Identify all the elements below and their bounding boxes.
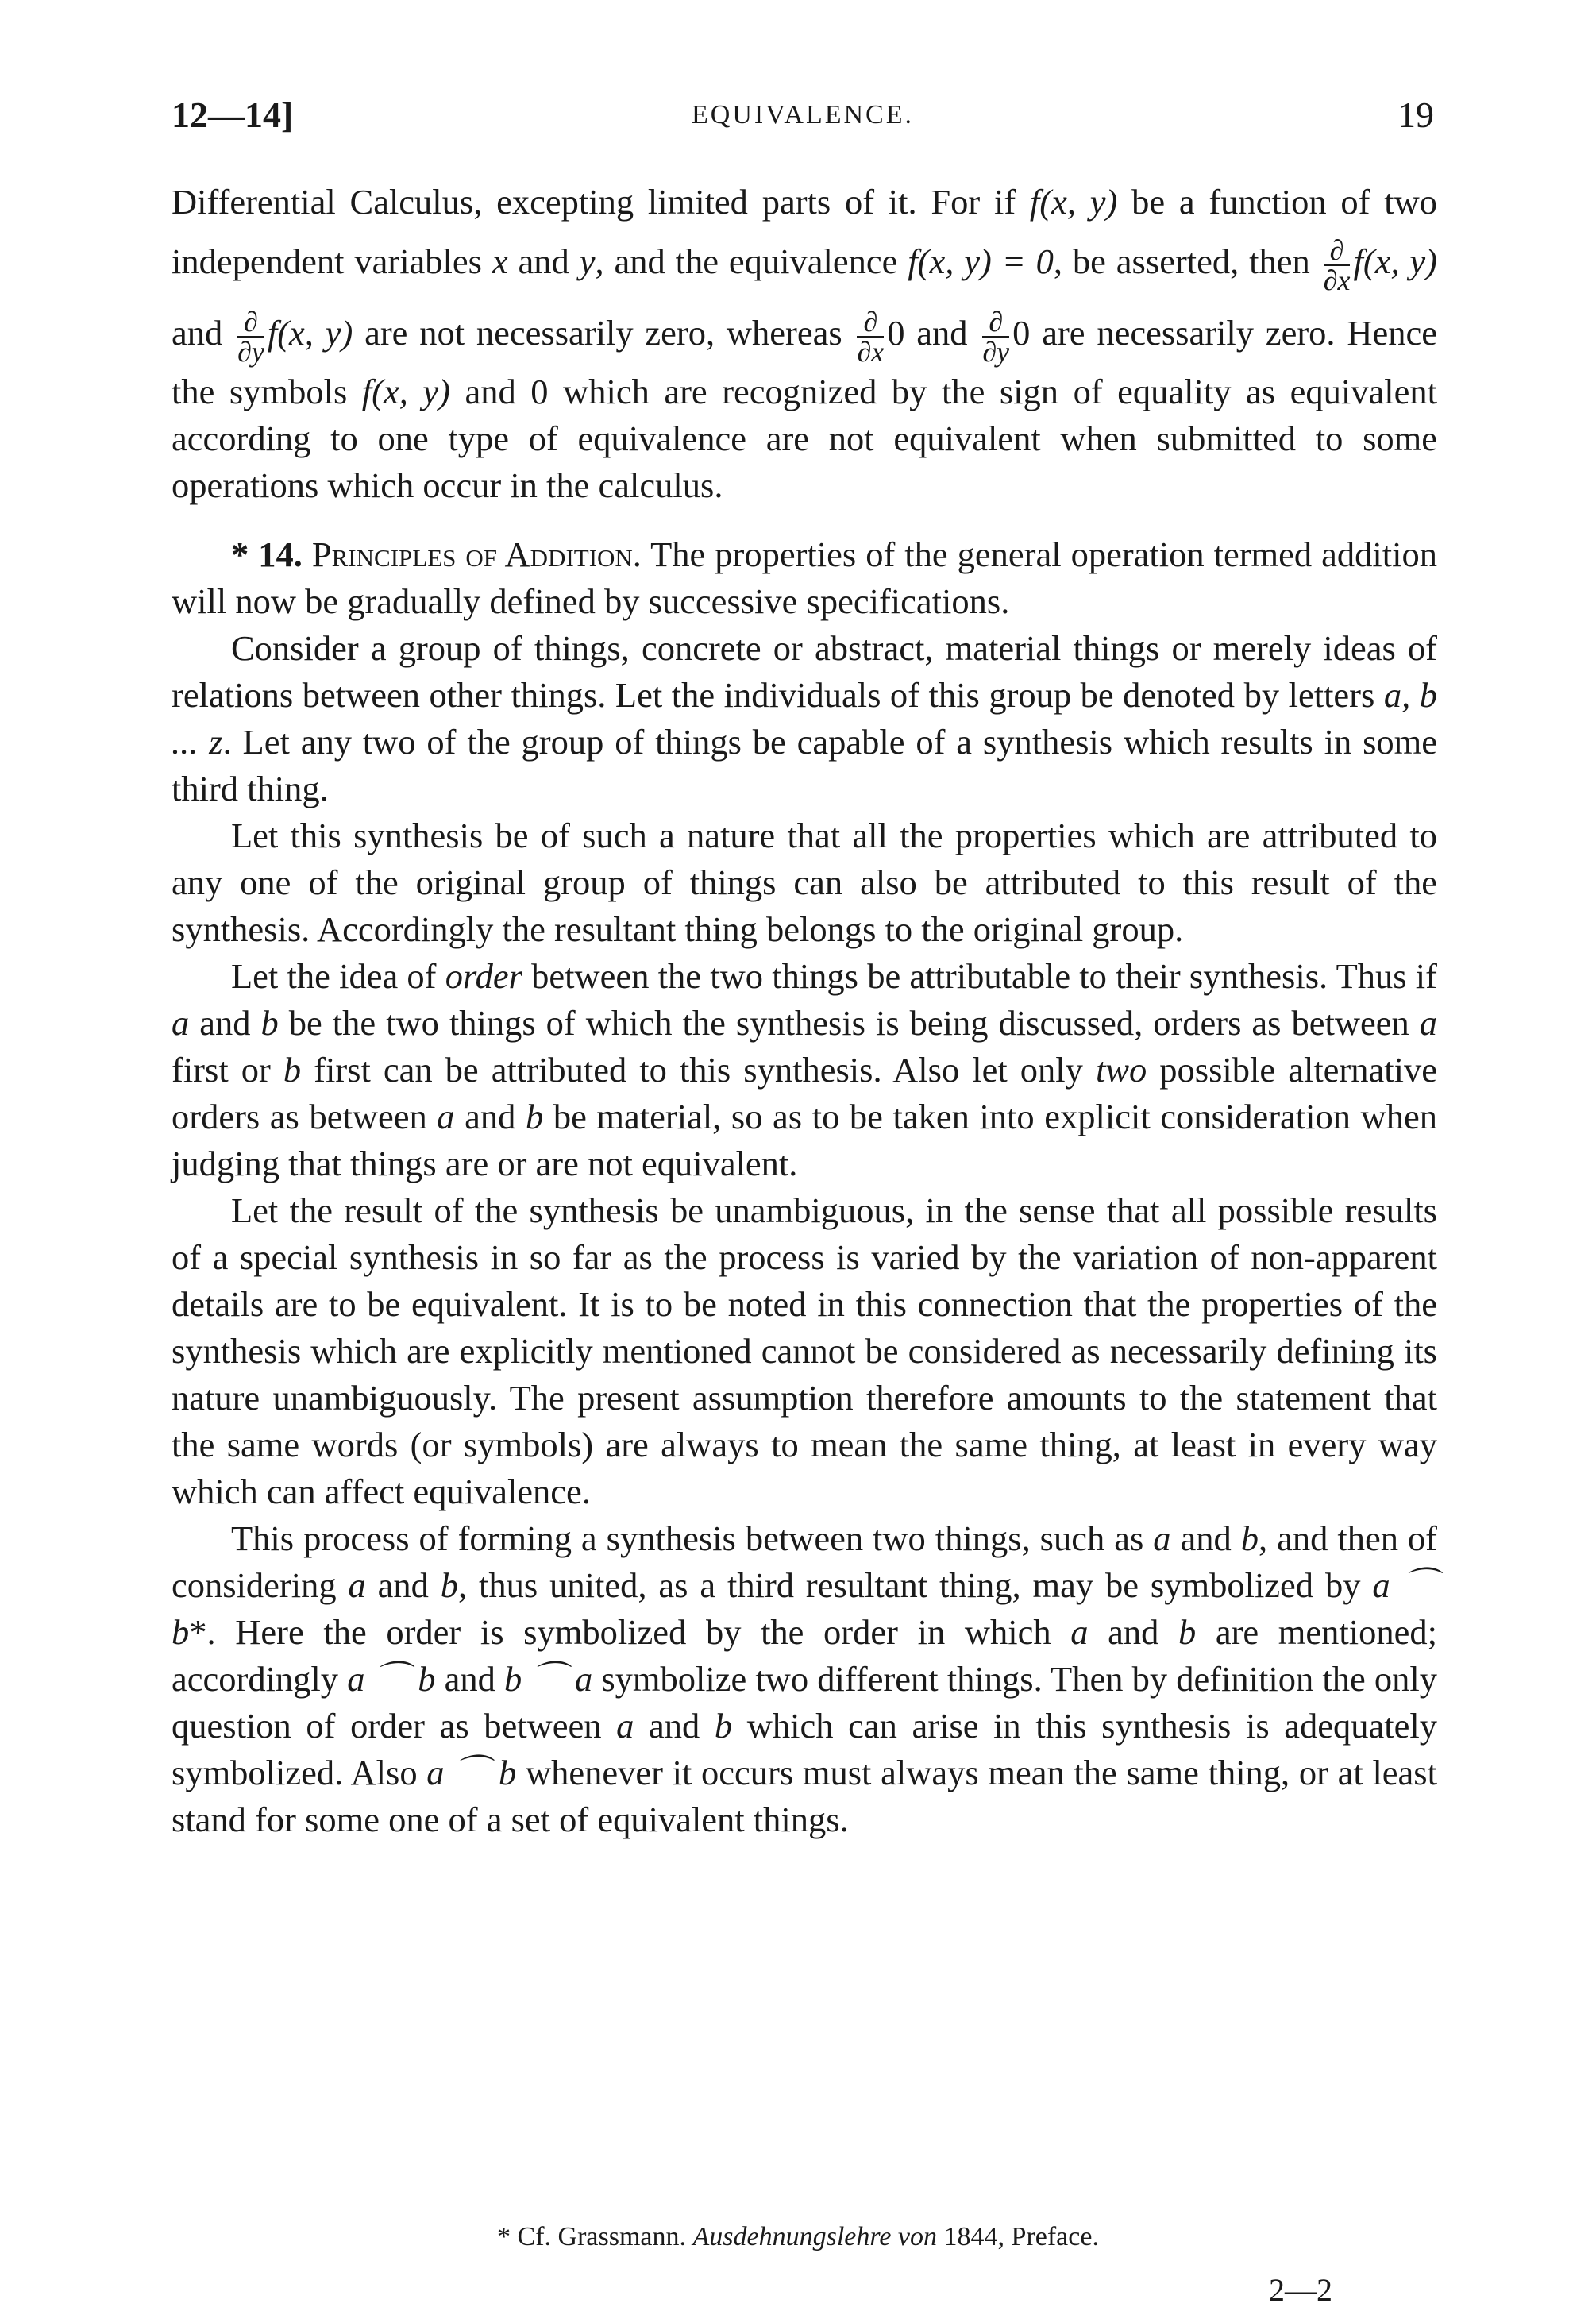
footnote-book-title: Ausdehnungslehre von <box>692 2222 938 2251</box>
paragraph-symbolized: This process of forming a synthesis between two things, such as a and b, and then of considering a and b, thus united, as a third resultant thing, may be symbolized by a ⌒ b*. Here the order is symbolized by the order in which a and b are mentioned; accordingly a ⌒ b and b ⌒ a symbolize two different things. Then by definition the only question of order as between a and b which can arise in this synthesis is adequately symbolized. Also a ⌒ b whenever it occurs must always mean the same thing, or at least stand for some one of a set of equivalent things. <box>172 1518 1438 1839</box>
running-title: EQUIVALENCE. <box>692 100 914 129</box>
signature-mark: 2—2 <box>1269 2272 1332 2308</box>
synthesis-symbol: a ⌒ b <box>172 1565 1437 1652</box>
paragraph-synthesis-properties: Let this synthesis be of such a nature that all the properties which are attributed to any one of the original group of things can also be attributed to this result of the synthesis. Accordingly the resultant thing belongs to the original group. <box>172 816 1437 949</box>
paragraph-unambiguous: Let the result of the synthesis be unambiguous, in the sense that all possible results of a special synthesis in so far as the process is varied by the variation of non-apparent details are to be equivalent. It is to be noted in this connection that the properties of the synthesis which are explicitly mentioned cannot be considered as necessarily defining its nature unambiguously. The present assumption therefore amounts to the statement that the same words (or symbols) are always to mean the same thing, at least in every way which can affect equivalence. <box>172 1190 1437 1511</box>
paragraph-calculus: Differential Calculus, excepting limited parts of it. For if f(x, y) be a function of two independent variables x and y, and the equivalence f(x, y) = 0, be asserted, then $\frac{\partial}{\partial x}$ f(x, y) and $\frac{\partial}{\partial y}$ f(x, y) are not necessarily zero, whereas $\frac{\partial}{\partial x}$ 0 and $\frac{\partial}{\partial y}$ 0 are necessarily zero. Hence the symbols f(x, y) and 0 which are recognized by the sign of equality as equivalent according to one type of equivalence are not equivalent when submitted to some operations which occur in the calculus. <box>172 182 1437 505</box>
section-heading: Principles of Addition. <box>311 534 642 574</box>
partial-y-fraction: $\frac{\partial}{\partial y}$ <box>237 305 264 368</box>
equation-f-zero: f(x, y) = 0 <box>908 241 1054 281</box>
partial-x-fraction-2: $\frac{\partial}{\partial x}$ <box>857 305 885 368</box>
partial-x-fraction: $\frac{\partial}{\partial x}$ <box>1323 233 1351 296</box>
partial-y-fraction-2: $\frac{\partial}{\partial y}$ <box>982 305 1010 368</box>
footnote: * Cf. Grassmann. Ausdehnungslehre von 1844, Preface. <box>497 2222 1099 2251</box>
section-number: * 14. <box>231 534 303 574</box>
page-number: 19 <box>1397 95 1434 135</box>
body-text <box>172 179 1437 1843</box>
paragraph-group-of-things: Consider a group of things, concrete or abstract, material things or merely ideas of relations between other things. Let the individuals of this group be denoted by letters a, b ... z. Let any two of the group of things be capable of a synthesis which results in some third thing. <box>172 628 1438 808</box>
footnote-marker: * <box>189 1612 207 1652</box>
page-header <box>172 94 1434 149</box>
paragraph-order: Let the idea of order between the two things be attributable to their synthesis. Thus if a and b be the two things of which the synthesis is being discussed, orders as between a first or b first can be attributed to this synthesis. Also let only two possible alternative orders as between a and b be material, so as to be taken into explicit consideration when judging that things are or are not equivalent. <box>172 956 1438 1183</box>
paragraph-principles-of-addition: * 14. Principles of Addition. The properties of the general operation termed addition will now be gradually defined by successive specifications. <box>172 534 1438 621</box>
section-range: 12—14] <box>172 95 294 135</box>
